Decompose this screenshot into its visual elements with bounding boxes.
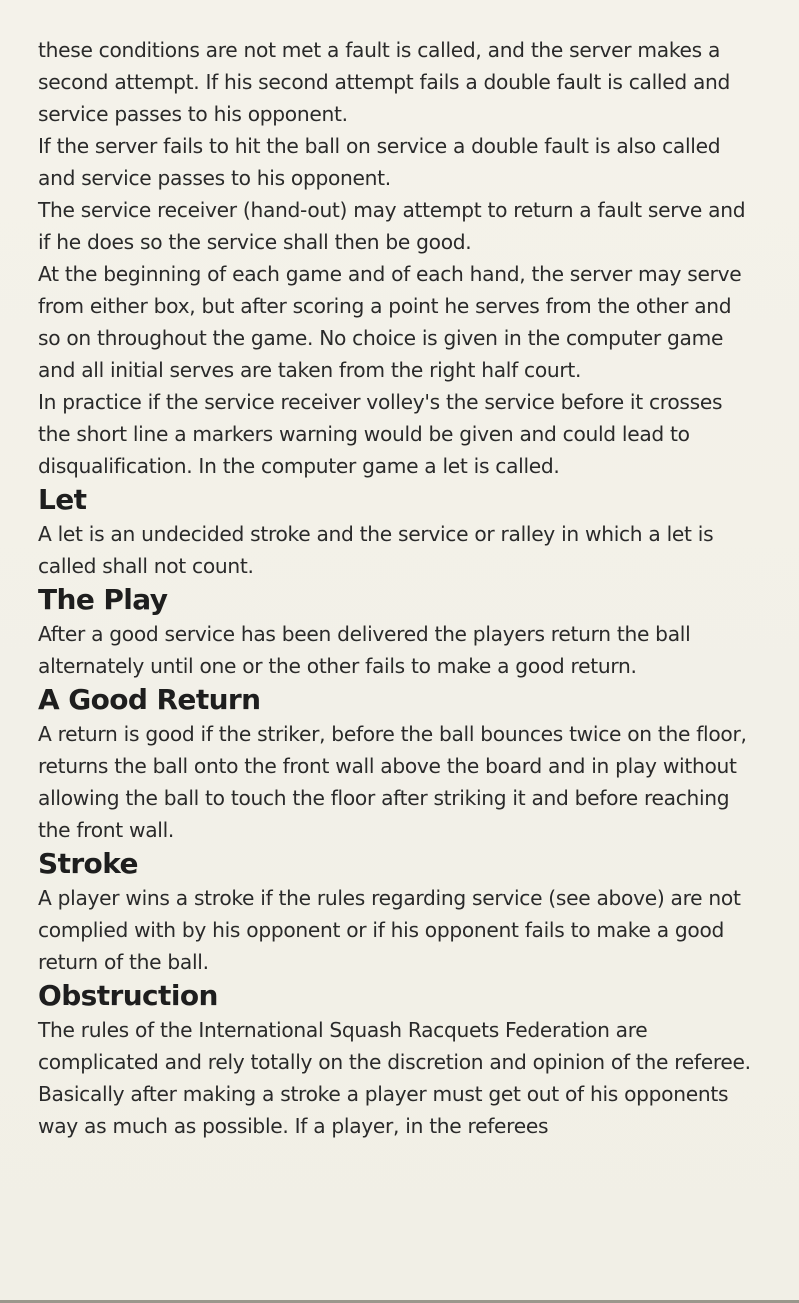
paragraph-hand-out: The service receiver (hand-out) may attempt to return a fault serve and if he does so the service shall then be good. [38, 198, 746, 254]
paragraph-fault-second-attempt: these conditions are not met a fault is called, and the server makes a second attempt. If his second attempt fails a double fault is called and service passes to his opponent. [38, 38, 731, 126]
paragraph-the-play: After a good service has been delivered the players return the ball alternately until one or the other fails to make a good return. [38, 622, 691, 678]
heading-stroke: Stroke [38, 847, 138, 880]
heading-the-play: The Play [38, 583, 168, 616]
paragraph-volley-short-line: In practice if the service receiver volley's the service before it crosses the short line a markers warning would be given and could lead to disqualification. In the computer game a let is called. [38, 390, 723, 478]
paragraph-good-return: A return is good if the striker, before the ball bounces twice on the floor, returns the ball onto the front wall above the board and in play without allowing the ball to touch the floor after striking it and before reaching the front wall. [38, 722, 747, 842]
paragraph-stroke: A player wins a stroke if the rules regarding service (see above) are not complied with by his opponent or if his opponent fails to make a good return of the ball. [38, 886, 741, 974]
paragraph-serve-box: At the beginning of each game and of each hand, the server may serve from either box, but after scoring a point he serves from the other and so on throughout the game. No choice is given in the computer game and all initial serves are taken from the right half court. [38, 262, 742, 382]
paragraph-obstruction: The rules of the International Squash Racquets Federation are complicated and rely totally on the discretion and opinion of the referee. Basically after making a stroke a player must get out of his opponents way as much as possible. If a player, in the referees [38, 1018, 751, 1138]
page-content [38, 34, 753, 1142]
heading-obstruction: Obstruction [38, 979, 218, 1012]
heading-let: Let [38, 483, 87, 516]
paragraph-double-fault: If the server fails to hit the ball on service a double fault is also called and service passes to his opponent. [38, 134, 721, 190]
heading-good-return: A Good Return [38, 683, 261, 716]
paragraph-let: A let is an undecided stroke and the service or ralley in which a let is called shall not count. [38, 522, 714, 578]
